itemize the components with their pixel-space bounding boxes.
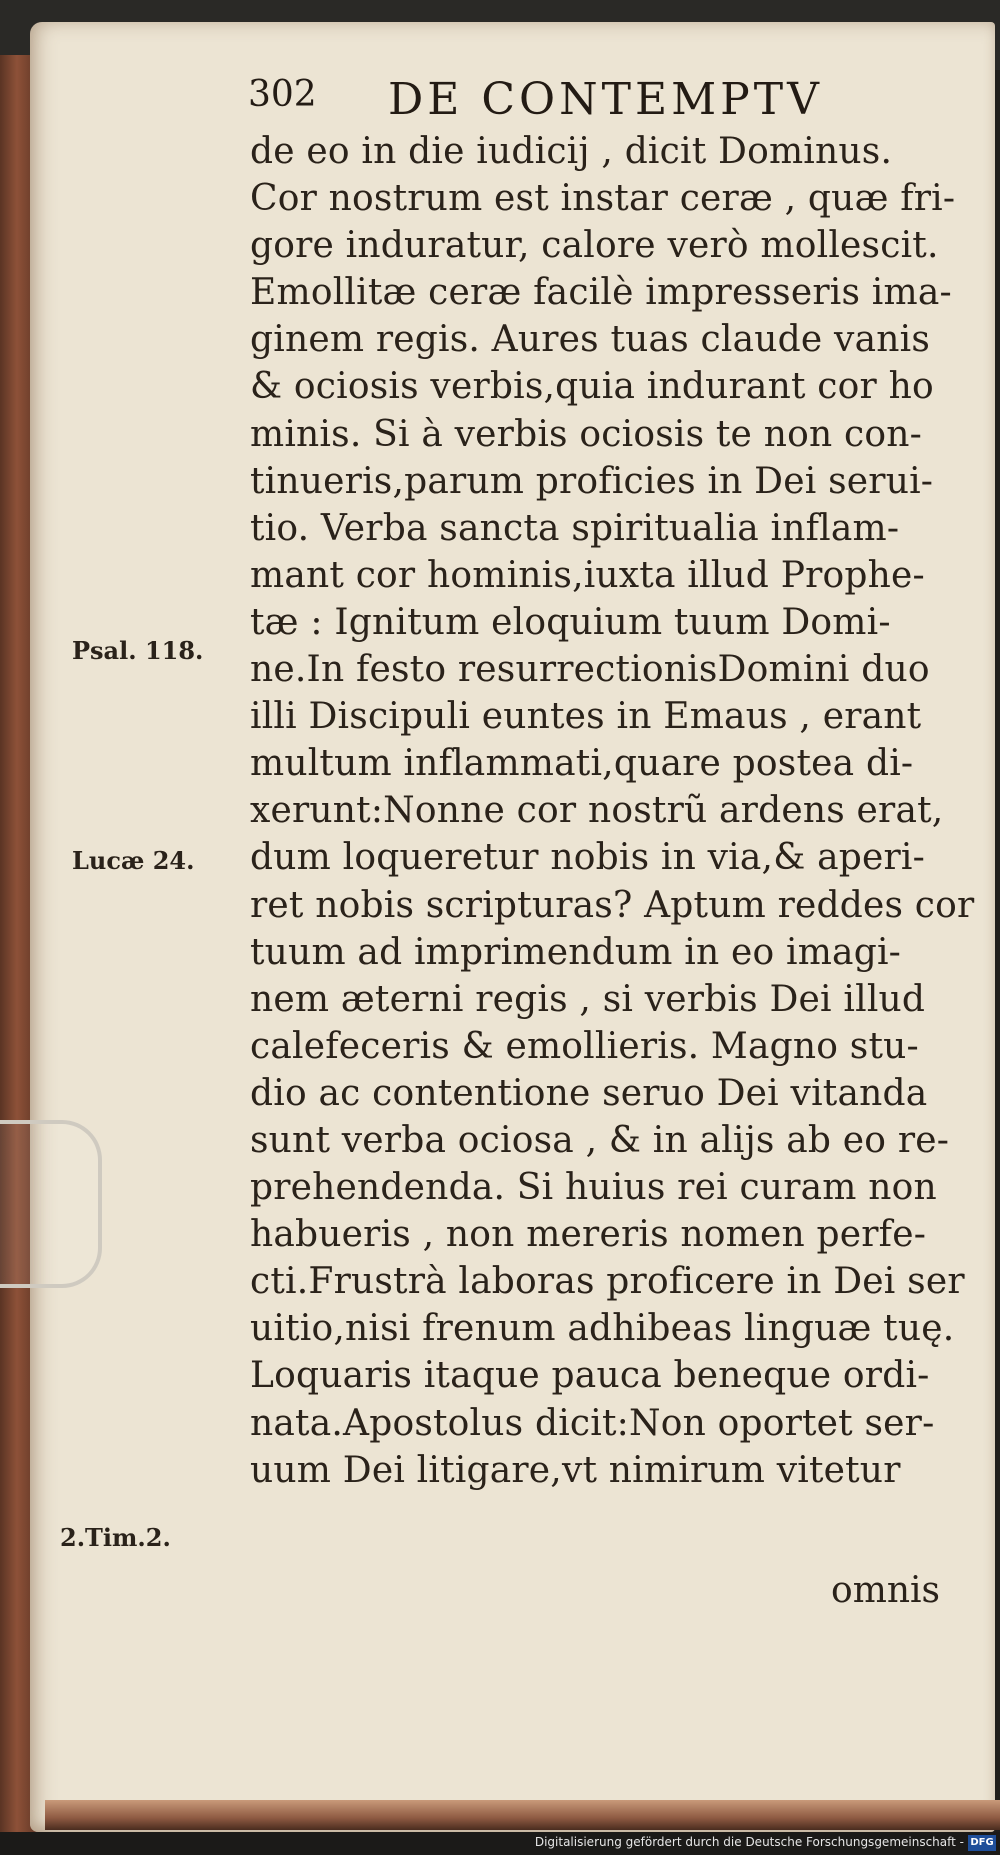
margin-note-luke: Lucæ 24. <box>72 846 195 875</box>
text-line: tæ : Ignitum eloquium tuum Domi- <box>250 601 891 643</box>
text-line: Loquaris itaque pauca beneque ordi- <box>250 1355 930 1397</box>
text-line: ginem regis. Aures tuas claude vanis <box>250 319 931 361</box>
digitization-footer <box>0 1832 1000 1855</box>
text-line: nata.Apostolus dicit:Non oportet ser- <box>250 1402 935 1444</box>
text-line: cti.Frustrà laboras proficere in Dei ser <box>250 1261 965 1303</box>
text-line: de eo in die iudicij , dicit Dominus. <box>250 131 893 172</box>
body-text <box>250 128 975 1494</box>
text-line: minis. Si à verbis ociosis te non con- <box>250 413 922 455</box>
catchword: omnis <box>831 1570 940 1611</box>
text-line: ne.In festo resurrectionisDomini duo <box>250 649 930 691</box>
running-title: DE CONTEMPTV <box>388 74 823 125</box>
text-line: nem æterni regis , si verbis Dei illud <box>250 978 926 1020</box>
dfg-logo: DFG <box>968 1835 996 1851</box>
text-line: calefeceris & emollieris. Magno stu- <box>250 1025 919 1067</box>
book-bottom-edge <box>45 1800 1000 1830</box>
text-line: dio ac contentione seruo Dei vitanda <box>250 1072 928 1114</box>
text-line: uitio,nisi frenum adhibeas linguæ tuę. <box>250 1308 955 1350</box>
margin-note-psalm: Psal. 118. <box>72 636 204 665</box>
text-line: mant cor hominis,iuxta illud Prophe- <box>250 554 925 596</box>
text-line: tuum ad imprimendum in eo imagi- <box>250 931 902 973</box>
page-clip <box>0 1120 102 1288</box>
text-line: multum inflammati,quare postea di- <box>250 743 914 785</box>
text-line: & ociosis verbis,quia indurant cor ho <box>250 366 934 408</box>
text-line: tio. Verba sancta spiritualia inflam- <box>250 507 900 549</box>
text-line: illi Discipuli euntes in Emaus , erant <box>250 696 922 738</box>
text-line: gore induratur, calore verò mollescit. <box>250 225 939 267</box>
page-number: 302 <box>248 74 317 115</box>
text-line: Cor nostrum est instar ceræ , quæ fri- <box>250 178 956 220</box>
text-line: uum Dei litigare,vt nimirum vitetur <box>250 1449 901 1491</box>
page-header <box>248 74 948 124</box>
text-line: sunt verba ociosa , & in alijs ab eo re- <box>250 1119 950 1161</box>
text-line: tinueris,parum proficies in Dei serui- <box>250 460 934 502</box>
text-line: dum loqueretur nobis in via,& aperi- <box>250 837 925 879</box>
text-line: habueris , non mereris nomen perfe- <box>250 1214 927 1256</box>
margin-note-timothy: 2.Tim.2. <box>60 1523 171 1552</box>
text-line: ret nobis scripturas? Aptum reddes cor <box>250 884 975 926</box>
text-line: prehendenda. Si huius rei curam non <box>250 1167 937 1209</box>
text-line: Emollitæ ceræ facilè impresseris ima- <box>250 272 952 314</box>
text-line: xerunt:Nonne cor nostrũ ardens erat, <box>250 790 944 832</box>
footer-credit: Digitalisierung gefördert durch die Deutsche Forschungsgemeinschaft - <box>534 1835 964 1849</box>
